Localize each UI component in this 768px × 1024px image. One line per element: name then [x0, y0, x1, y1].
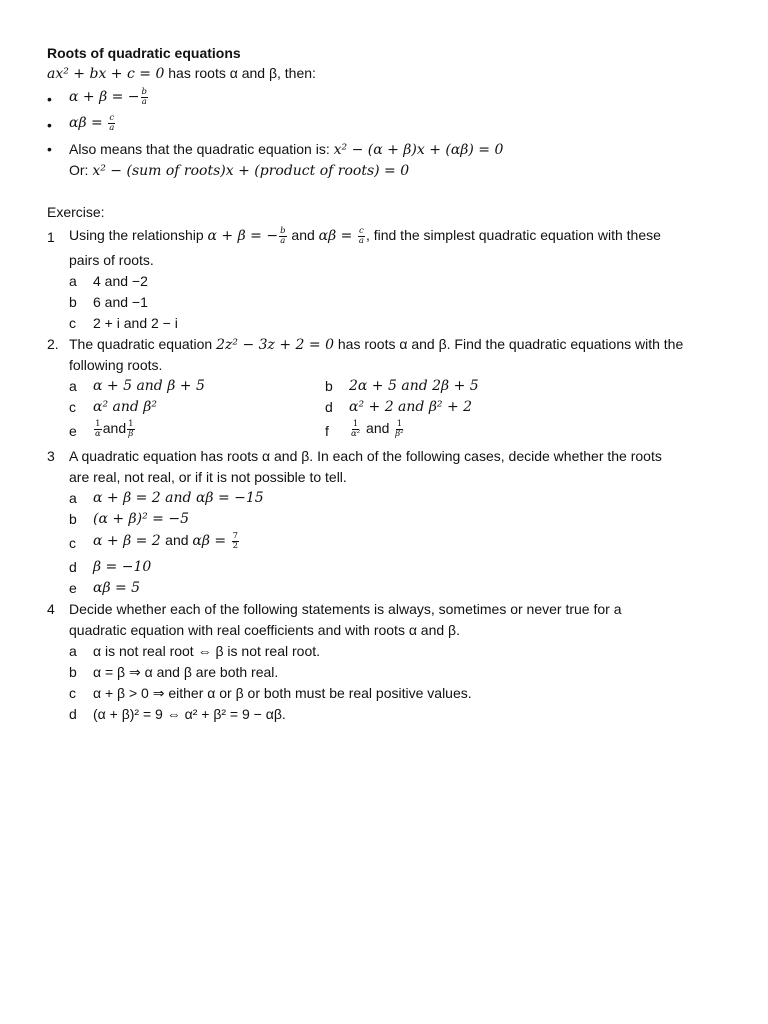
- exercise-label: Exercise:: [47, 204, 105, 220]
- q4-part-d-label: d: [69, 706, 77, 722]
- q2-part-d-label: d: [325, 399, 333, 415]
- q4-number: 4: [47, 601, 55, 617]
- q2-text-b: has roots α and β. Find the quadratic equations with the: [334, 336, 684, 352]
- q1-text-b: and: [287, 227, 319, 243]
- q2-text-a: The quadratic equation: [69, 336, 217, 352]
- q3-part-e-text: αβ = 5: [93, 580, 141, 596]
- q1-part-a-label: a: [69, 273, 77, 289]
- q1-number: 1: [47, 229, 55, 245]
- q1-part-c-text: 2 + i and 2 − i: [93, 315, 178, 331]
- q2-equation: 2z² − 3z + 2 = 0: [216, 337, 334, 353]
- q2-text-line2: following roots.: [69, 357, 163, 373]
- q1-part-c-label: c: [69, 315, 76, 331]
- q4-part-c-text: α + β > 0 ⇒ either α or β or both must be real positive values.: [93, 685, 472, 701]
- q2-part-a-text: α + 5 and β + 5: [93, 378, 205, 394]
- q1-text-line2: pairs of roots.: [69, 252, 154, 268]
- q1-text-line1: Using the relationship α + β = − $\frac{b}{a}$ and αβ = $\frac{c}{a}$ , find the simplest quadratic equation with these: [69, 225, 661, 246]
- q4-part-a-text: α is not real root ⇔ β is not real root.: [93, 643, 321, 659]
- bullet-or-math: x² − (sum of roots)x + (product of roots) = 0: [92, 163, 410, 179]
- q3-part-c-label: c: [69, 535, 76, 551]
- q2-part-f-text: $\frac{1}{\text{α²}}$ and $\frac{1}{\text{β²}}$: [351, 418, 404, 439]
- bullet-product-of-roots: •: [47, 117, 52, 133]
- bullet-sum-of-roots: •: [47, 91, 52, 107]
- q2-number: 2.: [47, 336, 59, 352]
- q2-part-a-label: a: [69, 378, 77, 394]
- q4-part-b-label: b: [69, 664, 77, 680]
- q3-part-b-label: b: [69, 511, 77, 527]
- intro-text: has roots α and β, then:: [164, 65, 316, 81]
- document-title: Roots of quadratic equations: [47, 45, 241, 61]
- q3-part-c-text: α + β = 2 and αβ = $\frac{7}{2}$: [93, 530, 239, 551]
- q4-text-line2: quadratic equation with real coefficients and with roots α and β.: [69, 622, 461, 638]
- q3-part-e-label: e: [69, 580, 77, 596]
- q1-text-a: Using the relationship: [69, 227, 208, 243]
- intro-equation: ax² + bx + c = 0: [47, 66, 165, 82]
- q3-part-d-text: β = −10: [93, 559, 152, 575]
- bullet-product-of-roots-formula: αβ = $\frac{c}{a}$: [69, 112, 115, 133]
- q2-part-c-text: α² and β²: [93, 399, 157, 415]
- q1-text-c: , find the simplest quadratic equation with these: [365, 227, 661, 243]
- bullet-quadratic-form-line: [69, 140, 503, 159]
- q2-part-b-label: b: [325, 378, 333, 394]
- bullet-sum-of-roots-formula: α + β = − $\frac{b}{a}$: [69, 86, 147, 107]
- q2-part-d-text: α² + 2 and β² + 2: [349, 399, 473, 415]
- q4-part-a-label: a: [69, 643, 77, 659]
- bullet-quadratic-form-math: x² − (α + β)x + (αβ) = 0: [333, 142, 504, 158]
- q3-part-a-text: α + β = 2 and αβ = −15: [93, 490, 264, 506]
- bullet-or-label: Or:: [69, 162, 93, 178]
- q1-part-b-text: 6 and −1: [93, 294, 148, 310]
- q2-part-b-text: 2α + 5 and 2β + 5: [349, 378, 479, 394]
- q2-part-e-text: $\frac{1}{\alpha}$ and $\frac{1}{\beta}$: [95, 418, 134, 439]
- q3-text-line2: are real, not real, or if it is not possible to tell.: [69, 469, 347, 485]
- q2-part-f-label: f: [325, 423, 329, 439]
- q1-part-b-label: b: [69, 294, 77, 310]
- q4-part-d-text: (α + β)² = 9 ⇔ α² + β² = 9 − αβ.: [93, 706, 286, 722]
- intro-line: [47, 64, 316, 83]
- q1-part-a-text: 4 and −2: [93, 273, 148, 289]
- q2-text-line1: [69, 335, 683, 354]
- bullet-quadratic-form: •: [47, 141, 52, 157]
- q4-text-line1: Decide whether each of the following statements is always, sometimes or never true for a: [69, 601, 622, 617]
- q4-part-c-label: c: [69, 685, 76, 701]
- q2-part-e-label: e: [69, 423, 77, 439]
- q2-part-c-label: c: [69, 399, 76, 415]
- q3-part-b-text: (α + β)² = −5: [93, 511, 189, 527]
- q4-part-b-text: α = β ⇒ α and β are both real.: [93, 664, 279, 680]
- q3-part-a-label: a: [69, 490, 77, 506]
- q3-part-d-label: d: [69, 559, 77, 575]
- bullet-quadratic-form-text: Also means that the quadratic equation is:: [69, 141, 334, 157]
- bullet-or-line: [69, 161, 409, 180]
- q3-text-line1: A quadratic equation has roots α and β. In each of the following cases, decide whether the roots: [69, 448, 662, 464]
- q3-number: 3: [47, 448, 55, 464]
